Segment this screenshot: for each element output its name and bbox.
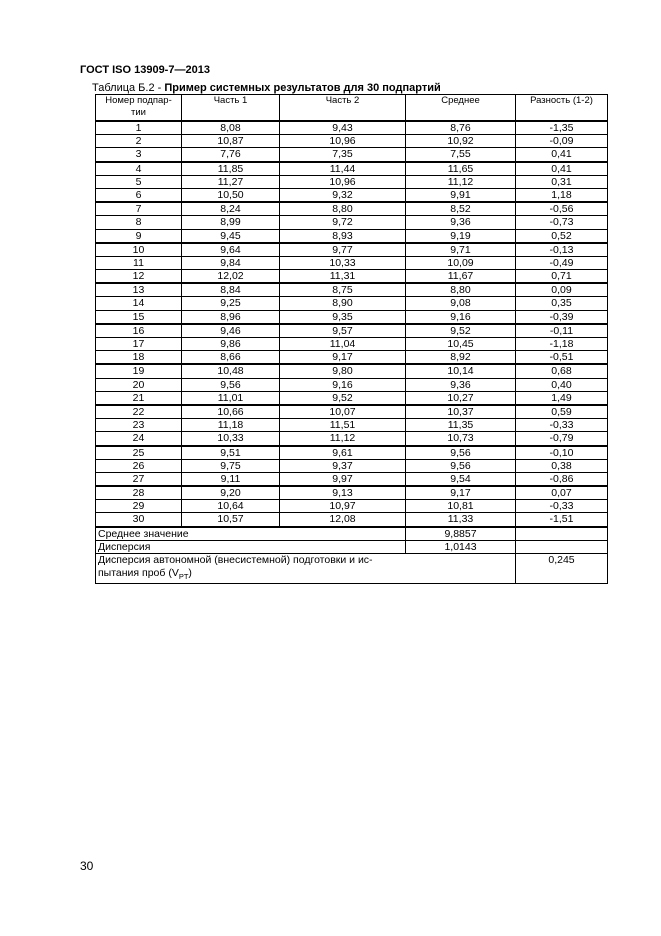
cell-difference: -1,51: [516, 513, 608, 527]
cell-batch: 2: [96, 135, 182, 148]
cell-batch: 19: [96, 364, 182, 378]
cell-batch: 14: [96, 297, 182, 310]
cell-mean: 11,67: [406, 270, 516, 284]
cell-mean: 9,54: [406, 472, 516, 486]
cell-batch: 18: [96, 351, 182, 365]
table-row: [96, 513, 608, 527]
table-row: [96, 121, 608, 135]
summary-variance-label: Дисперсия: [96, 540, 406, 553]
cell-part2: 9,77: [280, 243, 406, 257]
cell-part1: 10,66: [182, 405, 280, 419]
col-header-mean: Среднее: [406, 95, 516, 122]
cell-batch: 7: [96, 202, 182, 216]
table-row: [96, 391, 608, 405]
cell-part2: 9,37: [280, 459, 406, 472]
cell-part1: 9,84: [182, 256, 280, 269]
cell-batch: 27: [96, 472, 182, 486]
cell-mean: 9,08: [406, 297, 516, 310]
cell-batch: 26: [96, 459, 182, 472]
cell-difference: -0,33: [516, 419, 608, 432]
cell-part2: 9,52: [280, 391, 406, 405]
vpt-label-line2: пытания проб (V: [98, 567, 179, 579]
col-header-part1: Часть 1: [182, 95, 280, 122]
cell-mean: 9,56: [406, 446, 516, 460]
vpt-label-subscript: PT: [178, 572, 189, 582]
cell-part1: 10,48: [182, 364, 280, 378]
cell-mean: 8,52: [406, 202, 516, 216]
cell-difference: -0,09: [516, 135, 608, 148]
table-row: [96, 419, 608, 432]
cell-part1: 12,02: [182, 270, 280, 284]
cell-part1: 11,27: [182, 175, 280, 188]
summary-row-vpt: [96, 554, 608, 584]
col-header-batch: Номер подпар-тии: [96, 95, 182, 122]
cell-part1: 10,64: [182, 500, 280, 513]
table-header: [96, 95, 608, 122]
cell-part1: 11,85: [182, 162, 280, 176]
cell-mean: 11,65: [406, 162, 516, 176]
cell-batch: 5: [96, 175, 182, 188]
table-row: [96, 446, 608, 460]
table-caption: [92, 82, 441, 94]
cell-part1: 8,24: [182, 202, 280, 216]
cell-part2: 9,61: [280, 446, 406, 460]
cell-part1: 9,11: [182, 472, 280, 486]
cell-part1: 8,99: [182, 216, 280, 229]
table-row: [96, 188, 608, 202]
table-row: [96, 216, 608, 229]
cell-part1: 8,96: [182, 310, 280, 324]
results-table: [95, 94, 608, 584]
cell-part1: 9,64: [182, 243, 280, 257]
cell-difference: 1,18: [516, 188, 608, 202]
vpt-label-suffix: ): [188, 567, 192, 579]
summary-vpt-value: 0,245: [516, 554, 608, 584]
table-row: [96, 148, 608, 162]
cell-difference: -1,18: [516, 338, 608, 351]
cell-batch: 28: [96, 486, 182, 500]
cell-difference: -0,49: [516, 256, 608, 269]
summary-mean-value: 9,8857: [406, 527, 516, 541]
table-caption-prefix: Таблица Б.2 -: [92, 82, 165, 94]
table-row: [96, 162, 608, 176]
cell-mean: 9,36: [406, 216, 516, 229]
table-row: [96, 351, 608, 365]
cell-part2: 8,90: [280, 297, 406, 310]
cell-mean: 10,09: [406, 256, 516, 269]
table-caption-title: Пример системных результатов для 30 подпартий: [164, 82, 441, 94]
cell-mean: 10,27: [406, 391, 516, 405]
header-row: [96, 95, 608, 122]
cell-mean: 10,73: [406, 432, 516, 446]
cell-batch: 16: [96, 324, 182, 338]
cell-mean: 9,19: [406, 229, 516, 243]
table-row: [96, 459, 608, 472]
cell-batch: 11: [96, 256, 182, 269]
cell-part2: 11,04: [280, 338, 406, 351]
vpt-label-line1: Дисперсия автономной (внесистемной) подготовки и ис-: [98, 554, 373, 566]
cell-batch: 4: [96, 162, 182, 176]
cell-batch: 12: [96, 270, 182, 284]
table-row: [96, 500, 608, 513]
cell-mean: 9,71: [406, 243, 516, 257]
cell-mean: 8,80: [406, 283, 516, 297]
cell-mean: 10,14: [406, 364, 516, 378]
cell-part1: 10,33: [182, 432, 280, 446]
cell-part1: 11,01: [182, 391, 280, 405]
cell-batch: 21: [96, 391, 182, 405]
table-row: [96, 378, 608, 391]
cell-difference: 0,41: [516, 162, 608, 176]
cell-difference: 0,59: [516, 405, 608, 419]
summary-row-variance: [96, 540, 608, 553]
cell-part1: 11,18: [182, 419, 280, 432]
page-number: 30: [80, 859, 94, 873]
cell-batch: 17: [96, 338, 182, 351]
cell-part1: 9,25: [182, 297, 280, 310]
cell-difference: 0,71: [516, 270, 608, 284]
table-row: [96, 338, 608, 351]
cell-difference: -0,33: [516, 500, 608, 513]
cell-part1: 9,20: [182, 486, 280, 500]
cell-part2: 10,96: [280, 175, 406, 188]
cell-difference: -0,79: [516, 432, 608, 446]
cell-part2: 8,75: [280, 283, 406, 297]
cell-part2: 9,13: [280, 486, 406, 500]
cell-part2: 10,07: [280, 405, 406, 419]
cell-difference: -0,51: [516, 351, 608, 365]
table-row: [96, 135, 608, 148]
table-row: [96, 472, 608, 486]
cell-difference: 0,07: [516, 486, 608, 500]
cell-difference: 0,68: [516, 364, 608, 378]
table-row: [96, 324, 608, 338]
cell-difference: -0,86: [516, 472, 608, 486]
cell-part2: 12,08: [280, 513, 406, 527]
cell-part1: 8,66: [182, 351, 280, 365]
cell-part2: 9,97: [280, 472, 406, 486]
cell-difference: 0,09: [516, 283, 608, 297]
cell-difference: 0,40: [516, 378, 608, 391]
table-row: [96, 202, 608, 216]
cell-part2: 9,80: [280, 364, 406, 378]
cell-difference: 0,35: [516, 297, 608, 310]
cell-batch: 10: [96, 243, 182, 257]
cell-batch: 6: [96, 188, 182, 202]
cell-part2: 9,32: [280, 188, 406, 202]
cell-part1: 9,75: [182, 459, 280, 472]
cell-part2: 11,12: [280, 432, 406, 446]
cell-mean: 10,37: [406, 405, 516, 419]
table-row: [96, 283, 608, 297]
cell-batch: 25: [96, 446, 182, 460]
summary-variance-value: 1,0143: [406, 540, 516, 553]
cell-part2: 9,35: [280, 310, 406, 324]
cell-batch: 15: [96, 310, 182, 324]
cell-part1: 9,51: [182, 446, 280, 460]
cell-batch: 30: [96, 513, 182, 527]
table-row: [96, 364, 608, 378]
col-header-part2: Часть 2: [280, 95, 406, 122]
cell-mean: 9,91: [406, 188, 516, 202]
table-summary: [96, 527, 608, 584]
cell-mean: 9,56: [406, 459, 516, 472]
cell-difference: 0,52: [516, 229, 608, 243]
cell-mean: 8,92: [406, 351, 516, 365]
cell-difference: 0,41: [516, 148, 608, 162]
cell-part1: 9,86: [182, 338, 280, 351]
cell-batch: 9: [96, 229, 182, 243]
cell-mean: 11,12: [406, 175, 516, 188]
cell-batch: 20: [96, 378, 182, 391]
cell-part1: 10,87: [182, 135, 280, 148]
col-header-difference: Разность (1-2): [516, 95, 608, 122]
summary-vpt-label: [96, 554, 516, 584]
cell-mean: 9,52: [406, 324, 516, 338]
summary-mean-label: Среднее значение: [96, 527, 406, 541]
table-row: [96, 405, 608, 419]
cell-part2: 9,57: [280, 324, 406, 338]
table-row: [96, 256, 608, 269]
cell-part2: 9,16: [280, 378, 406, 391]
cell-part2: 11,51: [280, 419, 406, 432]
cell-mean: 10,81: [406, 500, 516, 513]
cell-difference: -1,35: [516, 121, 608, 135]
cell-batch: 29: [96, 500, 182, 513]
cell-part2: 8,80: [280, 202, 406, 216]
cell-mean: 8,76: [406, 121, 516, 135]
cell-mean: 10,45: [406, 338, 516, 351]
cell-difference: -0,56: [516, 202, 608, 216]
cell-mean: 7,55: [406, 148, 516, 162]
cell-mean: 9,17: [406, 486, 516, 500]
table-row: [96, 243, 608, 257]
summary-row-mean: [96, 527, 608, 541]
cell-batch: 22: [96, 405, 182, 419]
table-row: [96, 432, 608, 446]
table-row: [96, 270, 608, 284]
cell-part2: 9,72: [280, 216, 406, 229]
cell-part1: 9,45: [182, 229, 280, 243]
table-row: [96, 486, 608, 500]
cell-mean: 11,35: [406, 419, 516, 432]
table-body: [96, 121, 608, 527]
cell-batch: 23: [96, 419, 182, 432]
cell-part2: 10,97: [280, 500, 406, 513]
summary-variance-empty: [516, 540, 608, 553]
cell-difference: -0,11: [516, 324, 608, 338]
cell-part2: 9,17: [280, 351, 406, 365]
cell-part1: 8,84: [182, 283, 280, 297]
table-row: [96, 310, 608, 324]
cell-mean: 10,92: [406, 135, 516, 148]
cell-mean: 11,33: [406, 513, 516, 527]
cell-part1: 9,56: [182, 378, 280, 391]
document-header: ГОСТ ISO 13909-7—2013: [80, 64, 210, 76]
cell-batch: 13: [96, 283, 182, 297]
cell-part1: 10,57: [182, 513, 280, 527]
cell-difference: 1,49: [516, 391, 608, 405]
cell-part1: 10,50: [182, 188, 280, 202]
cell-part2: 7,35: [280, 148, 406, 162]
cell-batch: 24: [96, 432, 182, 446]
summary-mean-empty: [516, 527, 608, 541]
cell-part1: 8,08: [182, 121, 280, 135]
cell-part2: 10,33: [280, 256, 406, 269]
cell-difference: 0,31: [516, 175, 608, 188]
table-row: [96, 229, 608, 243]
cell-difference: -0,10: [516, 446, 608, 460]
cell-difference: -0,39: [516, 310, 608, 324]
cell-part2: 10,96: [280, 135, 406, 148]
table-row: [96, 175, 608, 188]
table-row: [96, 297, 608, 310]
cell-difference: -0,13: [516, 243, 608, 257]
cell-part1: 9,46: [182, 324, 280, 338]
cell-mean: 9,36: [406, 378, 516, 391]
cell-mean: 9,16: [406, 310, 516, 324]
cell-part1: 7,76: [182, 148, 280, 162]
cell-part2: 11,44: [280, 162, 406, 176]
cell-difference: -0,73: [516, 216, 608, 229]
cell-difference: 0,38: [516, 459, 608, 472]
cell-batch: 3: [96, 148, 182, 162]
cell-batch: 1: [96, 121, 182, 135]
cell-batch: 8: [96, 216, 182, 229]
cell-part2: 11,31: [280, 270, 406, 284]
cell-part2: 9,43: [280, 121, 406, 135]
cell-part2: 8,93: [280, 229, 406, 243]
